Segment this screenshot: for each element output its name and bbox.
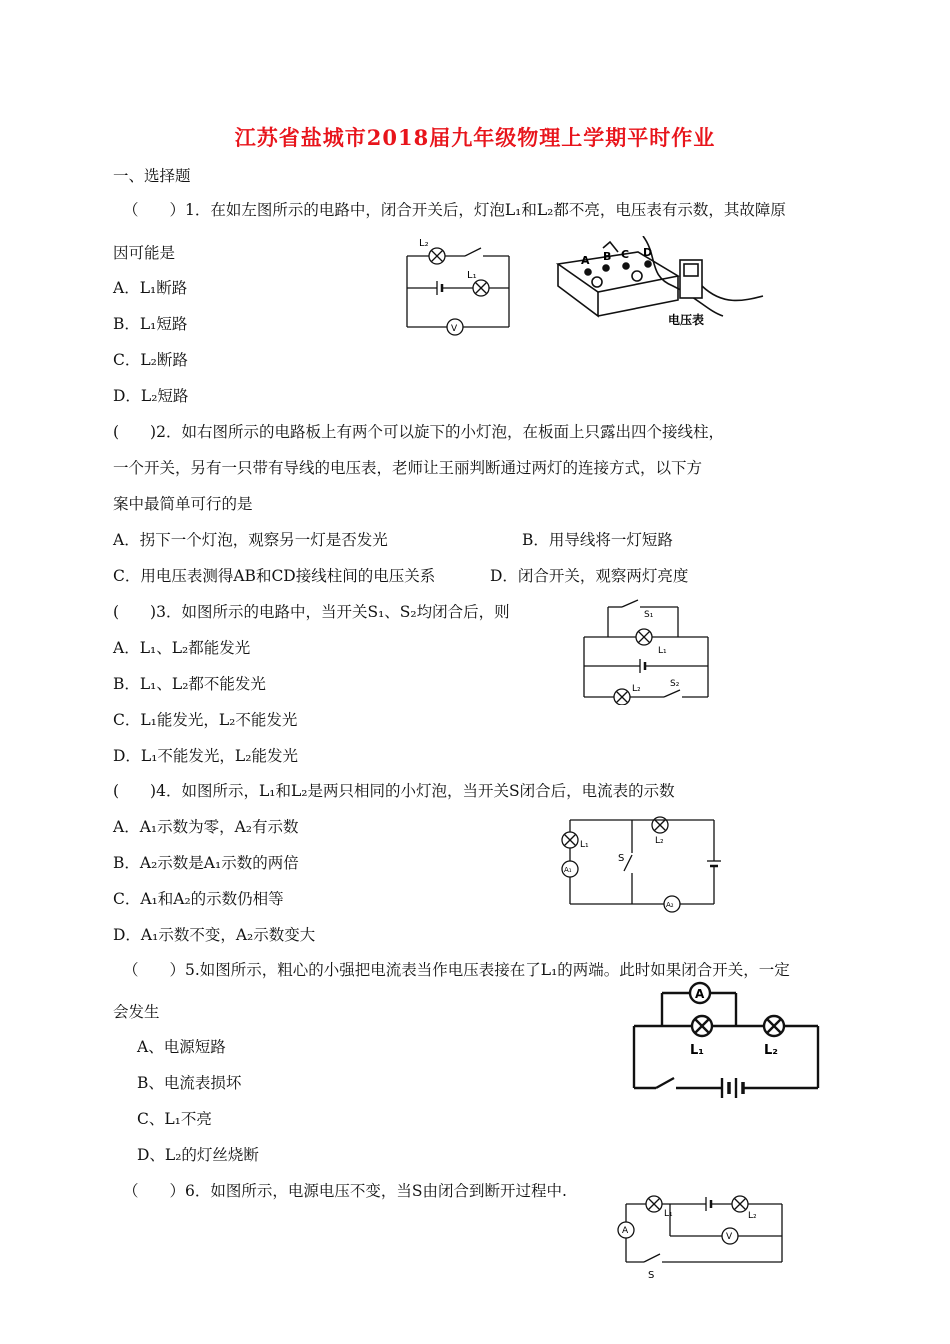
- q4-option-d: D．A₁示数不变，A₂示数变大: [113, 926, 316, 944]
- q6-circuit-diagram: [610, 1188, 795, 1283]
- q4-option-a: A．A₁示数为零，A₂有示数: [113, 818, 299, 836]
- q4-label-l1: L₁: [580, 840, 589, 850]
- q2-stem-line3: 案中最简单可行的是: [113, 495, 253, 513]
- q3-label-l1: L₁: [658, 646, 667, 656]
- q6-label-s: S: [648, 1270, 655, 1281]
- q2-option-b: B．用导线将一灯短路: [522, 531, 673, 549]
- q4-label-l2: L₂: [655, 836, 664, 846]
- q3-switch-s2-icon: [664, 690, 680, 697]
- q4-option-b: B．A₂示数是A₁示数的两倍: [113, 854, 299, 872]
- q5-label-l2: L₂: [764, 1043, 778, 1058]
- q6-stem: （ ）6．如图所示，电源电压不变，当S由闭合到断开过程中.: [123, 1182, 567, 1200]
- q3-switch-s1-icon: [622, 600, 638, 607]
- q5-circuit-diagram: [626, 978, 826, 1098]
- q5-switch-icon: [656, 1078, 674, 1088]
- q4-stem: ( )4．如图所示，L₁和L₂是两只相同的小灯泡，当开关S闭合后，电流表的示数: [113, 782, 675, 800]
- q4-option-c: C．A₁和A₂的示数仍相等: [113, 890, 284, 908]
- q2-label-d: D: [643, 246, 653, 259]
- q2-stem-line1: ( )2．如右图所示的电路板上有两个可以旋下的小灯泡，在板面上只露出四个接线柱，: [113, 423, 724, 441]
- q1-switch-icon: [465, 248, 481, 256]
- q1-option-b: B．L₁短路: [113, 315, 188, 333]
- q1-option-d: D．L₂短路: [113, 387, 189, 405]
- section-heading: 一、选择题: [113, 167, 191, 185]
- q6-switch-icon: [644, 1254, 660, 1262]
- q5-label-a: A: [695, 987, 705, 1001]
- q4-switch-s-icon: [624, 855, 632, 871]
- q2-option-a: A．拐下一个灯泡，观察另一灯是否发光: [113, 531, 388, 549]
- q4-label-a1: A₁: [564, 866, 572, 874]
- q6-label-l2: L₂: [748, 1211, 757, 1221]
- q5-option-d: D、L₂的灯丝烧断: [137, 1146, 259, 1164]
- q2-label-meter: 电压表: [668, 313, 705, 327]
- q5-option-a: A、电源短路: [137, 1038, 226, 1056]
- q4-label-a2: A₂: [666, 901, 674, 909]
- q5-stem-line1: （ ）5.如图所示，粗心的小强把电流表当作电压表接在了L₁的两端。此时如果闭合开关，一定: [123, 961, 790, 979]
- q4-label-s: S: [618, 853, 625, 864]
- q1-stem-line2: 因可能是: [113, 244, 176, 262]
- q1-circuit-diagram: [395, 232, 525, 337]
- q2-option-c: C．用电压表测得AB和CD接线柱间的电压关系: [113, 567, 436, 585]
- q3-label-s1: S₁: [644, 610, 654, 620]
- q5-label-l1: L₁: [690, 1043, 704, 1058]
- q1-option-c: C．L₂断路: [113, 351, 188, 369]
- q3-option-d: D．L₁不能发光，L₂能发光: [113, 747, 298, 765]
- q1-option-a: A．L₁断路: [113, 279, 188, 297]
- q2-option-d: D．闭合开关，观察两灯亮度: [490, 567, 689, 585]
- q2-label-b: B: [603, 250, 612, 263]
- q1-stem-line1: （ ）1．在如左图所示的电路中，闭合开关后，灯泡L₁和L₂都不亮，电压表有示数，其故障原: [123, 201, 786, 219]
- q5-option-b: B、电流表损坏: [137, 1074, 242, 1092]
- q3-option-a: A．L₁、L₂都能发光: [113, 639, 251, 657]
- q2-label-a: A: [581, 254, 590, 267]
- q4-circuit-diagram: [552, 815, 722, 915]
- q5-stem-line2: 会发生: [113, 1003, 160, 1021]
- q1-label-l2: L₂: [419, 238, 429, 249]
- q5-option-c: C、L₁不亮: [137, 1110, 212, 1128]
- q3-stem: ( )3．如图所示的电路中，当开关S₁、S₂均闭合后，则: [113, 603, 510, 621]
- q2-stem-line2: 一个开关，另有一只带有导线的电压表，老师让王丽判断通过两灯的连接方式，以下方: [113, 459, 703, 477]
- q2-label-c: C: [621, 248, 630, 261]
- q3-option-c: C．L₁能发光，L₂不能发光: [113, 711, 298, 729]
- q1-label-v: V: [451, 324, 458, 334]
- q6-label-a: A: [622, 1226, 629, 1236]
- page-title: 江苏省盐城市2018届九年级物理上学期平时作业: [234, 125, 716, 150]
- q1-label-l1: L₁: [467, 270, 477, 281]
- q3-circuit-diagram: [576, 595, 716, 705]
- q6-label-v: V: [726, 1232, 733, 1242]
- q3-label-s2: S₂: [670, 679, 680, 689]
- q3-label-l2: L₂: [632, 684, 641, 694]
- q2-circuit-board-figure: [548, 236, 768, 336]
- q3-option-b: B．L₁、L₂都不能发光: [113, 675, 266, 693]
- q6-label-l1: L₁: [664, 1209, 673, 1219]
